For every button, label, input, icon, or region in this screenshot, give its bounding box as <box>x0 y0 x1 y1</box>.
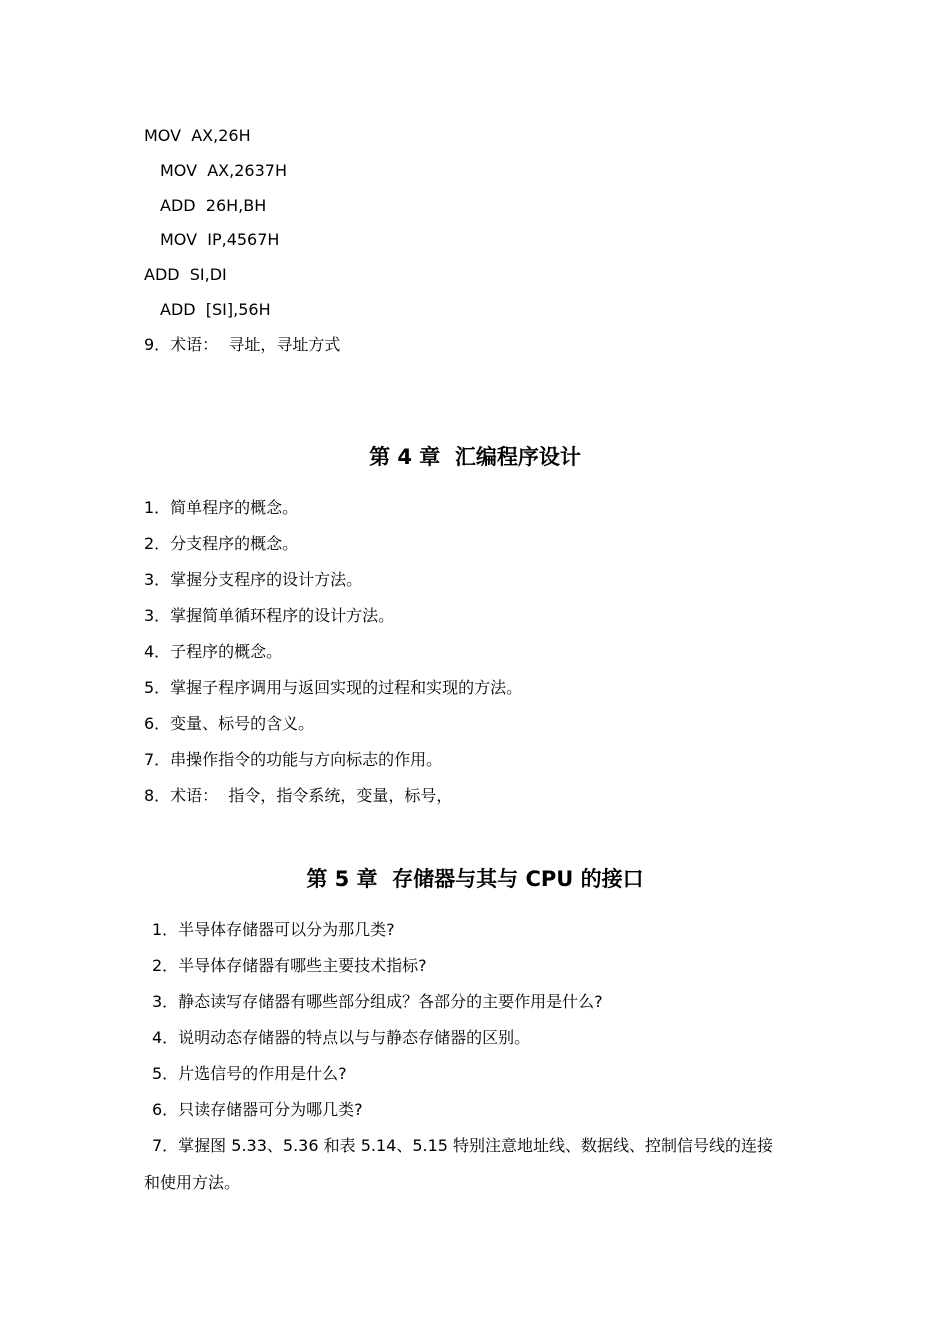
list-item: 2．半导体存储器有哪些主要技术指标? <box>152 956 427 975</box>
list-item: 4．子程序的概念。 <box>144 642 283 661</box>
code-line: MOV IP,4567H <box>160 230 280 249</box>
code-line: MOV AX,26H <box>144 126 251 145</box>
list-item: 1．半导体存储器可以分为那几类? <box>152 920 395 939</box>
list-item: 7．掌握图 5.33、5.36 和表 5.14、5.15 特别注意地址线、数据线、控制信号线的连接 <box>152 1136 774 1155</box>
code-line: ADD SI,DI <box>144 265 227 284</box>
list-item: 5．掌握子程序调用与返回实现的过程和实现的方法。 <box>144 678 523 697</box>
code-line: ADD [SI],56H <box>160 300 271 319</box>
list-item: 3．静态读写存储器有哪些部分组成？各部分的主要作用是什么? <box>152 992 603 1011</box>
list-item: 8．术语： 指令，指令系统，变量，标号， <box>144 786 453 805</box>
list-item: 4．说明动态存储器的特点以与与静态存储器的区别。 <box>152 1028 531 1047</box>
code-line: MOV AX,2637H <box>160 161 287 180</box>
list-item: 6．只读存储器可分为哪几类? <box>152 1100 363 1119</box>
list-item-continuation: 和使用方法。 <box>144 1173 241 1192</box>
list-item: 7．串操作指令的功能与方向标志的作用。 <box>144 750 443 769</box>
list-item: 2．分支程序的概念。 <box>144 534 299 553</box>
list-item: 6．变量、标号的含义。 <box>144 714 315 733</box>
chapter-5-title: 第 5 章 存储器与其与 CPU 的接口 <box>306 867 644 891</box>
code-line: ADD 26H,BH <box>160 196 267 215</box>
list-item: 3．掌握分支程序的设计方法。 <box>144 570 363 589</box>
list-item: 3．掌握简单循环程序的设计方法。 <box>144 606 395 625</box>
chapter-4-title: 第 4 章 汇编程序设计 <box>369 445 581 469</box>
list-item: 9．术语： 寻址，寻址方式 <box>144 335 341 354</box>
list-item: 1．简单程序的概念。 <box>144 498 299 517</box>
list-item: 5．片选信号的作用是什么? <box>152 1064 347 1083</box>
